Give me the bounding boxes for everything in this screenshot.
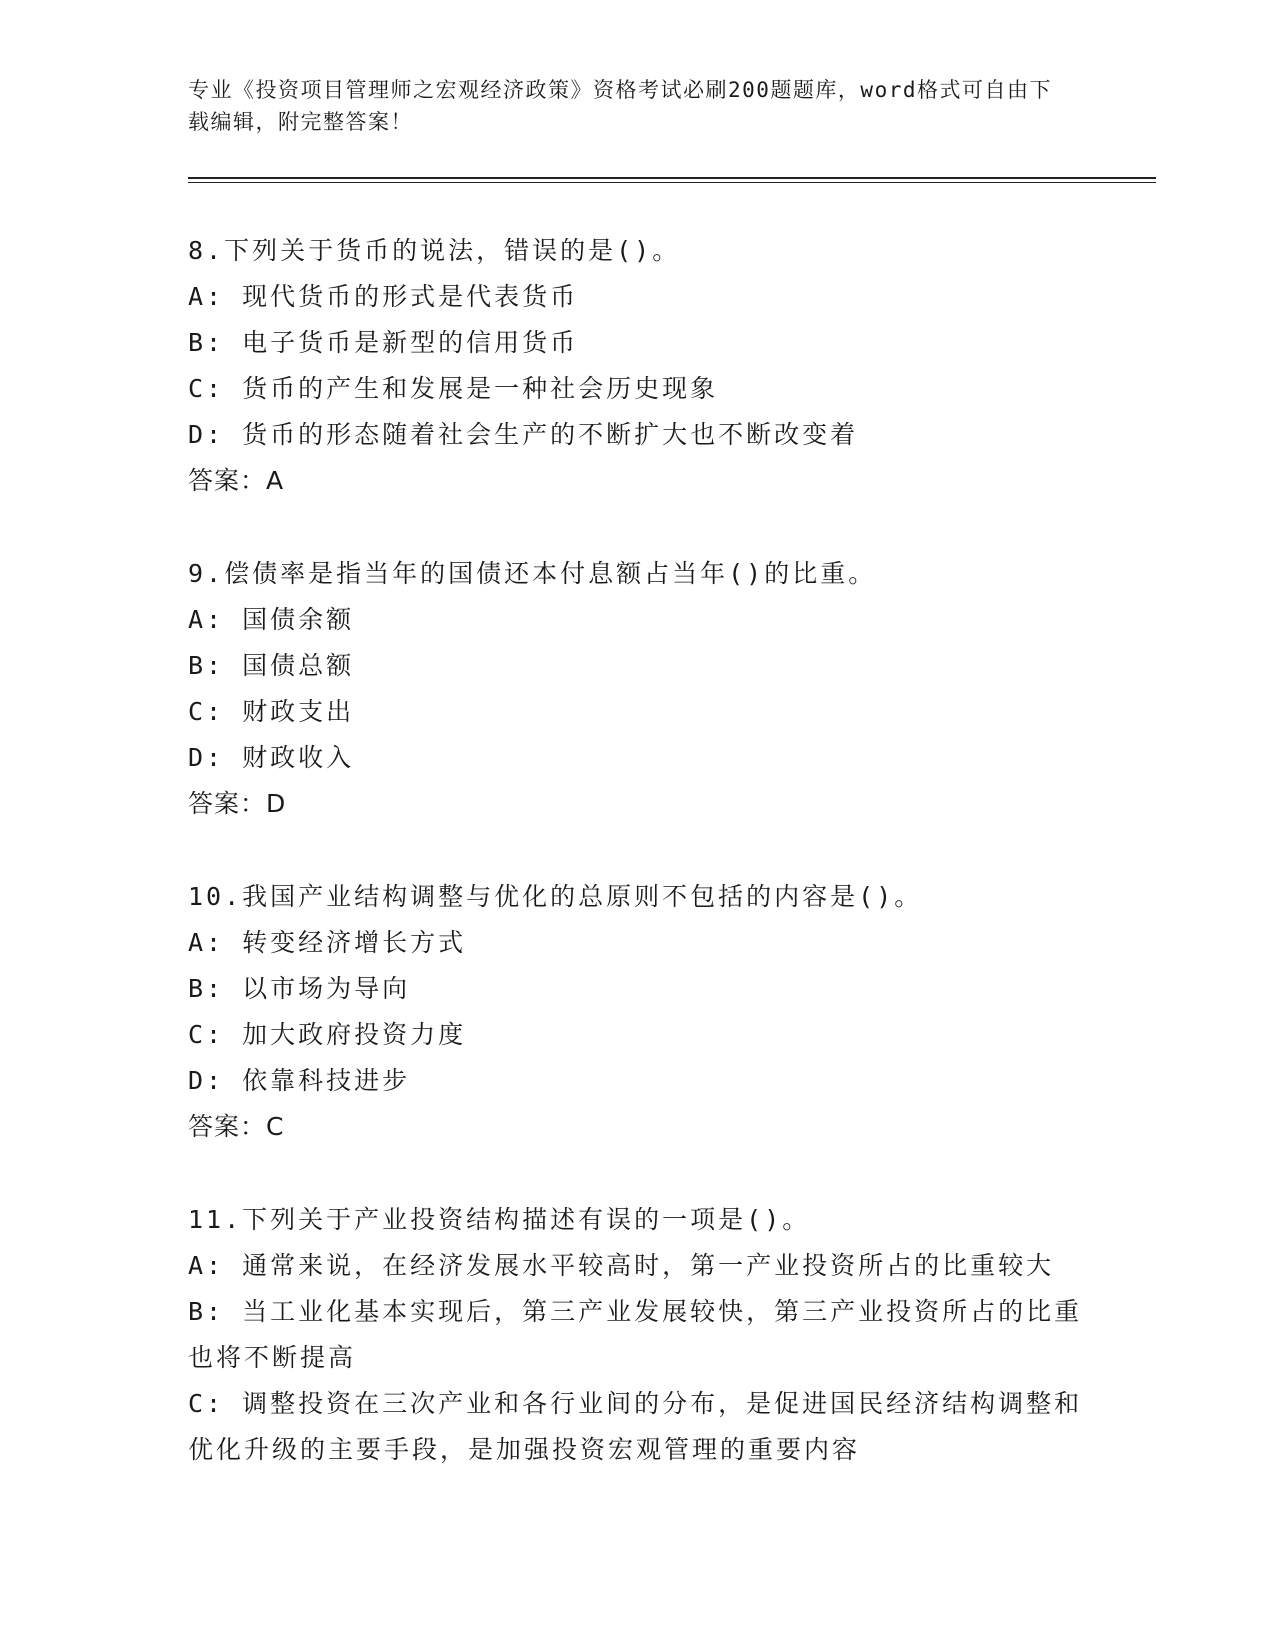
document-intro-header: 专业《投资项目管理师之宏观经济政策》资格考试必刷200题题库，word格式可自由下载编辑，附完整答案！ (188, 78, 1052, 134)
option-c: C: 调整投资在三次产业和各行业间的分布，是促进国民经济结构调整和优化升级的主要手段，是加强投资宏观管理的重要内容 (188, 1389, 1083, 1464)
answer-line: 答案：D (188, 789, 287, 818)
option-a: A: 国债余额 (188, 605, 355, 634)
question-stem: 11.下列关于产业投资结构描述有误的一项是()。 (188, 1205, 811, 1234)
question-list (188, 228, 1088, 1520)
question-item (188, 1197, 1088, 1473)
header-divider-thick (188, 177, 1156, 179)
question-stem: 8.下列关于货币的说法，错误的是()。 (188, 236, 681, 265)
option-b: B: 当工业化基本实现后，第三产业发展较快，第三产业投资所占的比重也将不断提高 (188, 1297, 1083, 1372)
header-divider-thin (188, 182, 1156, 183)
option-c: C: 财政支出 (188, 697, 355, 726)
question-item (188, 874, 1088, 1150)
answer-line: 答案：A (188, 466, 285, 495)
option-d: D: 依靠科技进步 (188, 1066, 411, 1095)
option-d: D: 货币的形态随着社会生产的不断扩大也不断改变着 (188, 420, 859, 449)
question-item (188, 228, 1088, 504)
option-b: B: 以市场为导向 (188, 974, 411, 1003)
question-stem: 9.偿债率是指当年的国债还本付息额占当年()的比重。 (188, 559, 877, 588)
option-a: A: 转变经济增长方式 (188, 928, 467, 957)
answer-line: 答案：C (188, 1112, 285, 1141)
question-item (188, 551, 1088, 827)
question-stem: 10.我国产业结构调整与优化的总原则不包括的内容是()。 (188, 882, 923, 911)
option-c: C: 加大政府投资力度 (188, 1020, 467, 1049)
option-a: A: 现代货币的形式是代表货币 (188, 282, 579, 311)
option-d: D: 财政收入 (188, 743, 355, 772)
option-c: C: 货币的产生和发展是一种社会历史现象 (188, 374, 719, 403)
option-b: B: 国债总额 (188, 651, 355, 680)
option-a: A: 通常来说，在经济发展水平较高时，第一产业投资所占的比重较大 (188, 1251, 1055, 1280)
option-b: B: 电子货币是新型的信用货币 (188, 328, 579, 357)
